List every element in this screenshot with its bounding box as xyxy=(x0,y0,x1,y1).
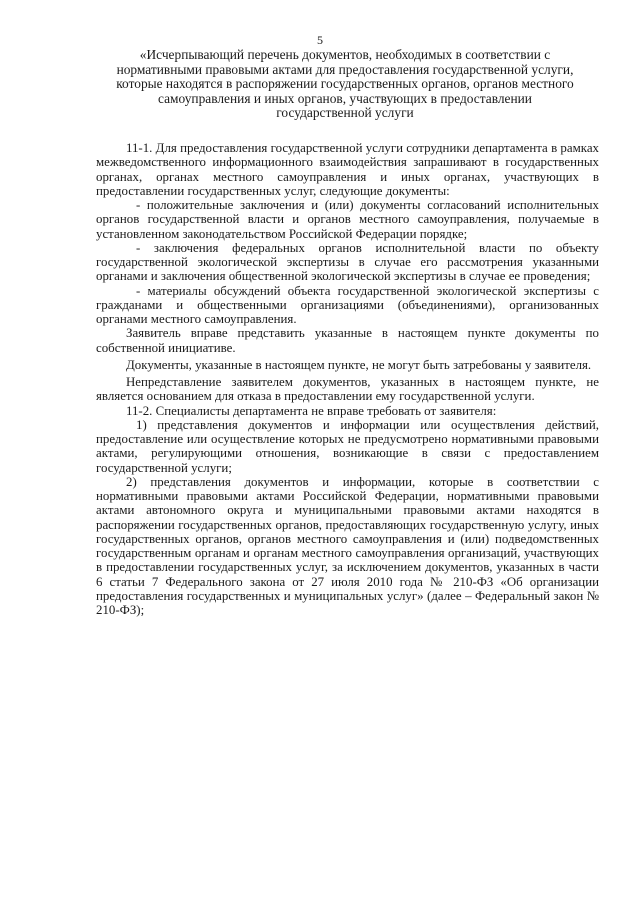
paragraph-not-required: Документы, указанные в настоящем пункте, не могут быть затребованы у заявителя. xyxy=(126,357,592,372)
paragraph-11-1: 11-1. Для предоставления государственной услуги сотрудники департамента в рамках межведомственного информационного взаимодействия запрашивают в государственных органах, органах местного самоуправления и иных органах, участвующих в предоставлении государственных услуг, следующие документы: xyxy=(96,141,599,198)
list-item-conclusions: - положительные заключения и (или) документы согласований исполнительных органов государственной власти и органов местного самоуправления, получаемые в установленном законодательством Российской Федерации порядке; xyxy=(96,198,599,241)
paragraph-non-submission: Непредставление заявителем документов, указанных в настоящем пункте, не является основанием для отказа в предоставлении ему государственной услуги. xyxy=(96,375,599,404)
list-item-11-2-1: 1) представления документов и информации или осуществления действий, предоставление или осуществление которых не предусмотрено нормативными правовыми актами, регулирующими отношения, возникающие в связи с предоставлением государственной услуги; xyxy=(96,417,599,475)
document-title: «Исчерпывающий перечень документов, необходимых в соответствии с нормативными правовыми актами для предоставления государственной услуги, которые находятся в распоряжении государственных органов, органов местного самоуправления и иных органов, участвующих в предоставлении государственной услуги xyxy=(116,47,574,121)
list-item-11-2-2: 2) представления документов и информации, которые в соответствии с нормативными правовыми актами Российской Федерации, нормативными правовыми актами автономного округа и муниципальными правовыми актами находятся в распоряжении государственных органов, предоставляющих государственную услугу, иных государственных органов, органов местного самоуправления и (или) подведомственных государственным органам и органам местного самоуправления организаций, участвующих в предоставлении государственных услуг, за исключением документов, указанных в части 6 статьи 7 Федерального закона от 27 июля 2010 года № 210-ФЗ «Об организации предоставления государственных и муниципальных услуг» (далее – Федеральный закон № 210-ФЗ); xyxy=(96,474,599,617)
paragraph-11-2: 11-2. Специалисты департамента не вправе требовать от заявителя: xyxy=(126,403,497,418)
list-item-federal-conclusions: - заключения федеральных органов исполнительной власти по объекту государственной экологической экспертизы в случае его рассмотрения указанными органами и заключения общественной экологической экспертизы в случае ее проведения; xyxy=(96,240,599,284)
paragraph-own-initiative: Заявитель вправе представить указанные в настоящем пункте документы по собственной инициативе. xyxy=(96,326,599,355)
page-number: 5 xyxy=(317,33,323,47)
document-body xyxy=(96,141,599,617)
list-item-discussion-materials: - материалы обсуждений объекта государственной экологической экспертизы с гражданами и общественными организациями (объединениями), организованных органами местного самоуправления. xyxy=(96,283,599,326)
